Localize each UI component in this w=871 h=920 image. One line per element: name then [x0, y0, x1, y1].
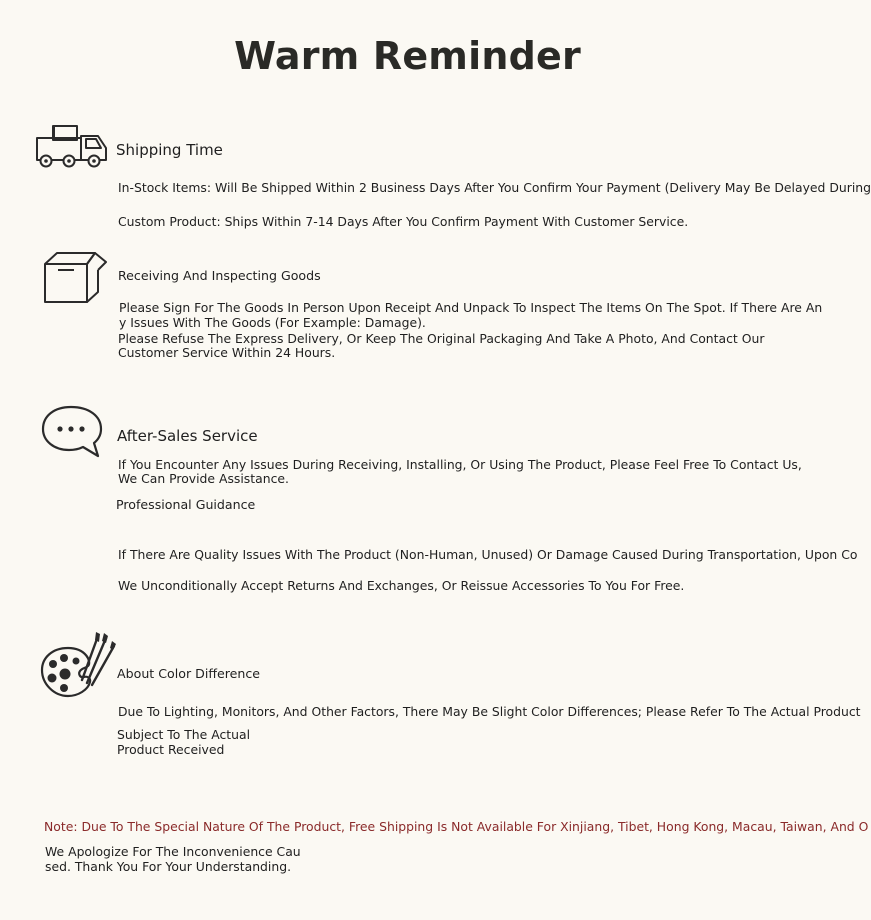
box-icon	[40, 250, 110, 306]
shipping-line-1: In-Stock Items: Will Be Shipped Within 2 Business Days After You Confirm Your Payment (Delivery May Be Delayed During	[118, 180, 871, 195]
color-difference-heading: About Color Difference	[117, 666, 261, 681]
after-sales-line-3: If There Are Quality Issues With The Product (Non-Human, Unused) Or Damage Caused During Transportation, Upon Co	[118, 547, 858, 562]
shipping-line-2: Custom Product: Ships Within 7-14 Days After You Confirm Payment With Customer Service.	[118, 214, 689, 229]
apology-line-2: sed. Thank You For Your Understanding.	[45, 859, 292, 874]
color-line-2: Subject To The Actual	[117, 727, 251, 742]
color-line-3: Product Received	[117, 742, 225, 757]
shipping-heading: Shipping Time	[116, 141, 223, 159]
shipping-restriction-note: Note: Due To The Special Nature Of The Product, Free Shipping Is Not Available For Xinjiang, Tibet, Hong Kong, Macau, Taiwan, And O	[44, 819, 869, 834]
after-sales-heading: After-Sales Service	[117, 427, 258, 445]
after-sales-p1-line-2: We Can Provide Assistance.	[118, 471, 289, 486]
chat-bubble-icon	[40, 404, 106, 458]
receiving-p1-line-1: Please Sign For The Goods In Person Upon Receipt And Unpack To Inspect The Items On The Spot. If There Are An	[119, 300, 823, 315]
page-title: Warm Reminder	[234, 34, 581, 78]
after-sales-line-4: We Unconditionally Accept Returns And Exchanges, Or Reissue Accessories To You For Free.	[118, 578, 685, 593]
professional-guidance-subheading: Professional Guidance	[116, 497, 256, 512]
receiving-p2-line-2: Customer Service Within 24 Hours.	[118, 345, 336, 360]
apology-line-1: We Apologize For The Inconvenience Cau	[45, 844, 301, 859]
after-sales-p1-line-1: If You Encounter Any Issues During Receiving, Installing, Or Using The Product, Please Feel Free To Contact Us,	[118, 457, 802, 472]
truck-icon	[34, 124, 114, 170]
palette-icon	[38, 628, 118, 700]
receiving-p1-line-2: y Issues With The Goods (For Example: Damage).	[119, 315, 426, 330]
receiving-heading: Receiving And Inspecting Goods	[118, 268, 321, 283]
receiving-p2-line-1: Please Refuse The Express Delivery, Or Keep The Original Packaging And Take A Photo, And Contact Our	[118, 331, 765, 346]
color-line-1: Due To Lighting, Monitors, And Other Factors, There May Be Slight Color Differences; Please Refer To The Actual Product	[118, 704, 861, 719]
